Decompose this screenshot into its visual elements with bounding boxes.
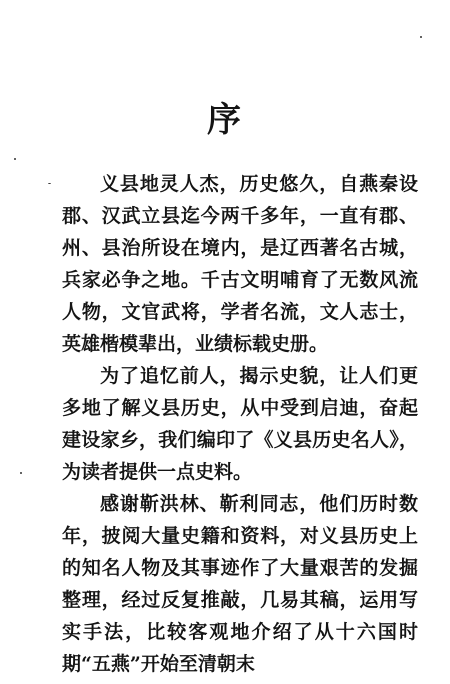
paragraph-1: 义县地灵人杰，历史悠久，自燕秦设郡、汉武立县迄今两千多年，一直有郡、州、县治所设在境内，是辽西著名古城，兵家必争之地。千古文明哺育了无数风流人物，文官武将，学者名流，文人志士，英雄楷模辈出，业绩标载史册。 (62, 173, 418, 355)
scan-speck (20, 472, 22, 474)
paragraph-2: 为了追忆前人，揭示史貌，让人们更多地了解义县历史，从中受到启迪，奋起建设家乡，我们编印了《义县历史名人》，为读者提供一点史料。 (62, 365, 418, 483)
body-text (62, 168, 418, 680)
scan-speck (14, 158, 16, 160)
page-title: 序 (207, 100, 243, 140)
paragraph-3: 感谢靳洪林、靳利同志，他们历时数年，披阅大量史籍和资料，对义县历史上的知名人物及其事迹作了大量艰苦的发掘整理，经过反复推敲，几易其稿，运用写实手法，比较客观地介绍了从十六国时期“五燕”开始至清朝末 (62, 493, 418, 675)
scan-speck (420, 36, 422, 38)
scan-speck (48, 183, 51, 184)
